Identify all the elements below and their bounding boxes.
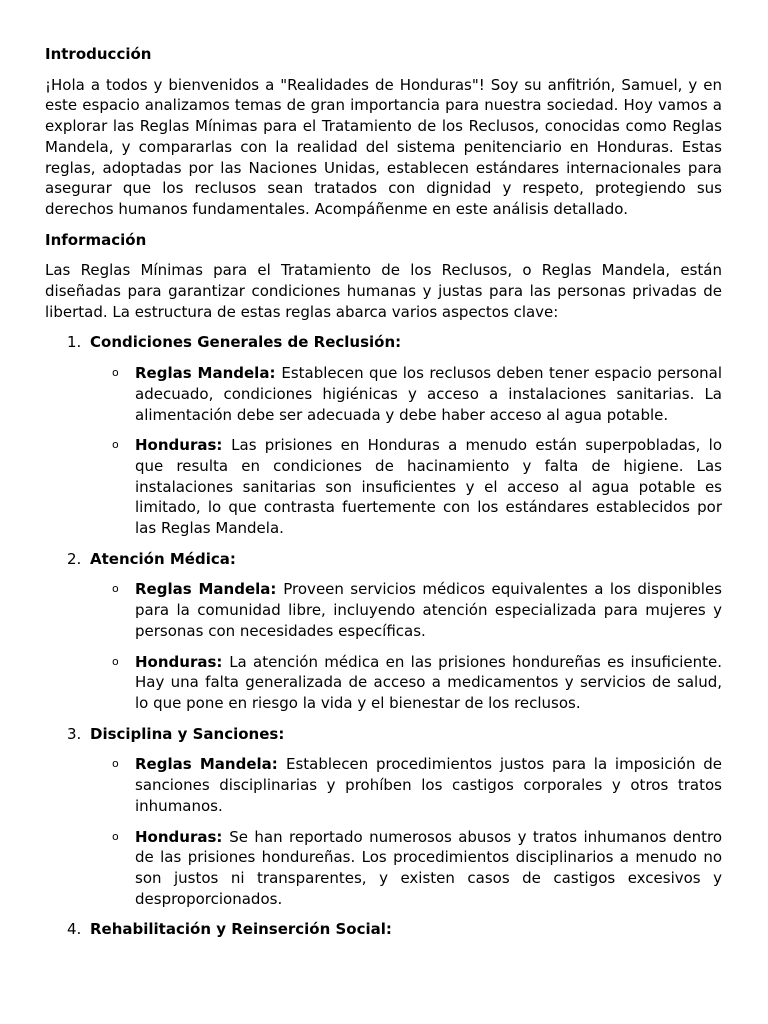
circle-bullet-icon: o [112, 438, 119, 452]
list-number: 3. [67, 724, 82, 743]
sub-item-text: Establecen procedimientos justos para la imposición de sanciones disciplinarias y prohíben los castigos corporales y otros tratos inhumanos. [135, 755, 722, 815]
sub-item-text: Las prisiones en Honduras a menudo están superpobladas, lo que resulta en condiciones de hacinamiento y falta de higiene. Las instalaciones sanitarias son insuficientes y el acceso al agua potable es limitado, lo que contrasta fuertemente con los estándares establecidos por las Reglas Mandela. [135, 436, 722, 538]
sub-item-label: Honduras: [135, 436, 232, 455]
sub-item [90, 363, 722, 425]
sub-item [90, 435, 722, 539]
section-title: Atención Médica: [90, 549, 236, 568]
list-number: 1. [67, 333, 82, 352]
list-item [45, 919, 722, 940]
sub-item [90, 754, 722, 816]
sub-item-text: Proveen servicios médicos equivalentes a los disponibles para la comunidad libre, incluyendo atención especializada para mujeres y personas con necesidades específicas. [135, 580, 722, 640]
intro-heading: Introducción [45, 45, 152, 63]
sub-item-label: Reglas Mandela: [135, 755, 286, 774]
section-title: Rehabilitación y Reinserción Social: [90, 920, 392, 939]
section-title: Condiciones Generales de Reclusión: [90, 333, 402, 352]
sub-item [90, 579, 722, 641]
sublist [90, 754, 722, 909]
rules-list [45, 332, 722, 940]
circle-bullet-icon: o [112, 829, 119, 843]
sub-item-text: Establecen que los reclusos deben tener espacio personal adecuado, condiciones higiénicas y acceso a instalaciones sanitarias. La alimentación debe ser adecuada y debe haber acceso al agua potable. [135, 364, 723, 424]
list-item [45, 724, 722, 910]
circle-bullet-icon: o [112, 582, 119, 596]
sub-item [90, 827, 722, 910]
document-page [45, 44, 722, 950]
sub-item-text: Se han reportado numerosos abusos y tratos inhumanos dentro de las prisiones hondureñas. Los procedimientos disciplinarios a menudo no son justos ni transparentes, y existen casos de castigos excesivos y desproporcionados. [135, 827, 722, 908]
sub-item-label: Reglas Mandela: [135, 364, 282, 383]
sub-item-text: La atención médica en las prisiones hondureñas es insuficiente. Hay una falta generalizada de acceso a medicamentos y servicios de salud, lo que pone en riesgo la vida y el bienestar de los reclusos. [135, 652, 723, 712]
sublist [90, 579, 722, 713]
circle-bullet-icon: o [112, 757, 119, 771]
info-heading: Información [45, 230, 147, 249]
list-number: 2. [67, 549, 82, 568]
circle-bullet-icon: o [112, 366, 119, 380]
list-item [45, 549, 722, 714]
section-title: Disciplina y Sanciones: [90, 724, 285, 743]
sub-item-label: Honduras: [135, 652, 230, 671]
list-item [45, 332, 722, 538]
sub-item [90, 652, 722, 714]
info-paragraph: Las Reglas Mínimas para el Tratamiento de los Reclusos, o Reglas Mandela, están diseñadas para garantizar condiciones humanas y justas para las personas privadas de libertad. La estructura de estas reglas abarca varios aspectos clave: [45, 261, 722, 321]
sublist [90, 363, 722, 539]
list-number: 4. [67, 920, 82, 939]
sub-item-label: Reglas Mandela: [135, 580, 284, 599]
sub-item-label: Honduras: [135, 827, 230, 846]
intro-paragraph: ¡Hola a todos y bienvenidos a "Realidades de Honduras"! Soy su anfitrión, Samuel, y en este espacio analizamos temas de gran importancia para nuestra sociedad. Hoy vamos a explorar las Reglas Mínimas para el Tratamiento de los Reclusos, conocidas como Reglas Mandela, y compararlas con la realidad del sistema penitenciario en Honduras. Estas reglas, adoptadas por las Naciones Unidas, establecen estándares internacionales para asegurar que los reclusos sean tratados con dignidad y respeto, protegiendo sus derechos humanos fundamentales. Acompáñenme en este análisis detallado. [45, 75, 722, 218]
circle-bullet-icon: o [112, 654, 119, 668]
